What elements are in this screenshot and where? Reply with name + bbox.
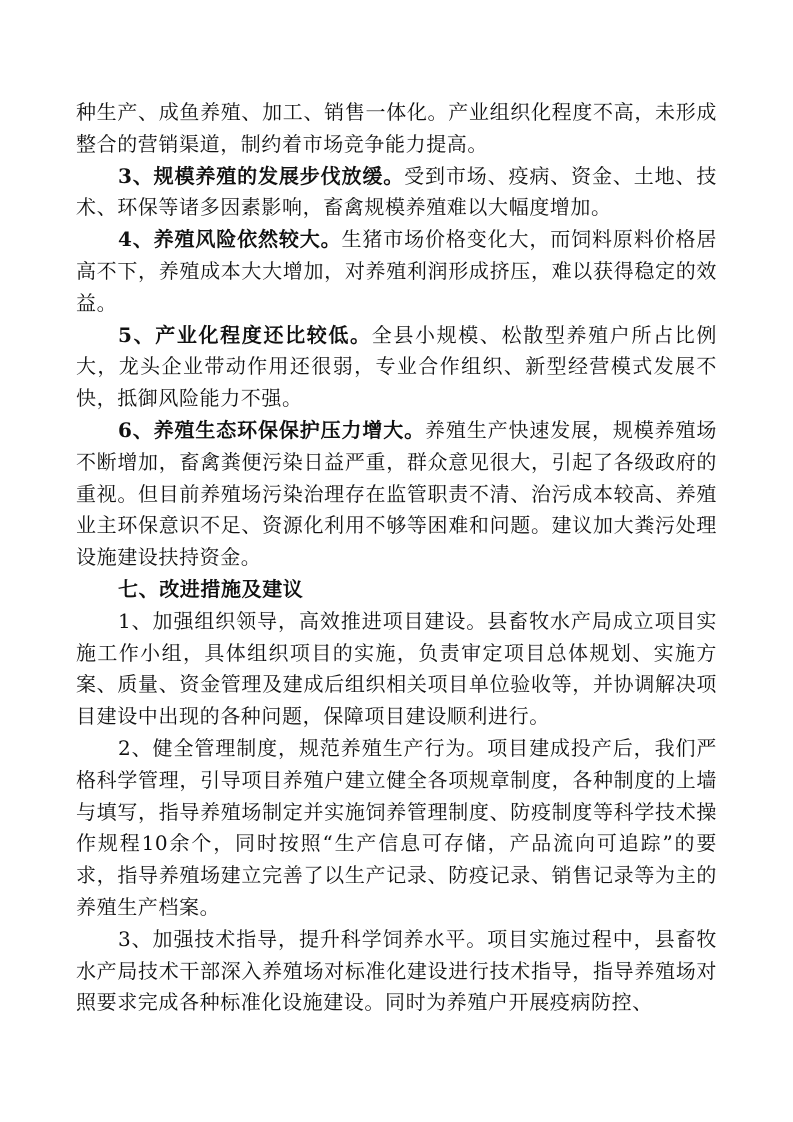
- paragraph-lead: 5、产业化程度还比较低。: [118, 322, 372, 347]
- paragraph-point-5: [76, 320, 717, 415]
- paragraph-text: 2、健全管理制度，规范养殖生产行为。项目建成投产后，我们严格科学管理，引导项目养殖户建立健全各项规章制度，各种制度的上墙与填写，指导养殖场制定并实施饲养管理制度、防疫制度等科学技术操作规程10余个，同时按照“生产信息可存储，产品流向可追踪”的要求，指导养殖场建立完善了以生产记录、防疫记录、销售记录等为主的养殖生产档案。: [76, 735, 717, 919]
- paragraph-text: 全县小规模、松散型养殖户所占比例大，龙头企业带动作用还很弱，专业合作组织、新型经营模式发展不快，抵御风险能力不强。: [76, 322, 717, 411]
- paragraph-text: 养殖生产快速发展，规模养殖场不断增加，畜禽粪便污染日益严重，群众意见很大，引起了各级政府的重视。但目前养殖场污染治理存在监管职责不清、治污成本较高、养殖业主环保意识不足、资源化利用不够等困难和问题。建议加大粪污处理设施建设扶持资金。: [76, 417, 717, 570]
- paragraph-lead: 4、养殖风险依然较大。: [118, 227, 342, 252]
- paragraph-lead: 3、规模养殖的发展步伐放缓。: [118, 163, 405, 188]
- paragraph-text: 种生产、成鱼养殖、加工、销售一体化。产业组织化程度不高，未形成整合的营销渠道，制约着市场竞争能力提高。: [76, 100, 717, 156]
- paragraph-point-4: [76, 224, 717, 319]
- section-heading: 七、改进措施及建议: [118, 576, 304, 601]
- paragraph-measure-1: [76, 606, 717, 733]
- document-body: [76, 97, 717, 1019]
- paragraph-text: 1、加强组织领导，高效推进项目建设。县畜牧水产局成立项目实施工作小组，具体组织项目的实施，负责审定项目总体规划、实施方案、质量、资金管理及建成后组织相关项目单位验收等，并协调解决项目建设中出现的各种问题，保障项目建设顺利进行。: [76, 608, 717, 729]
- paragraph-text: 3、加强技术指导，提升科学饲养水平。项目实施过程中，县畜牧水产局技术干部深入养殖场对标准化建设进行技术指导，指导养殖场对照要求完成各种标准化设施建设。同时为养殖户开展疫病防控、: [76, 926, 717, 1015]
- paragraph-measure-2: [76, 733, 717, 924]
- paragraph-measure-3: [76, 924, 717, 1019]
- paragraph-point-6: [76, 415, 717, 574]
- paragraph-point-3: [76, 161, 717, 225]
- paragraph-text: 生猪市场价格变化大，而饲料原料价格居高不下，养殖成本大大增加，对养殖利润形成挤压，难以获得稳定的效益。: [76, 227, 717, 315]
- paragraph-text: 受到市场、疫病、资金、土地、技术、环保等诸多因素影响，畜禽规模养殖难以大幅度增加。: [76, 163, 717, 220]
- paragraph-lead: 6、养殖生态环保保护压力增大。: [118, 417, 426, 442]
- paragraph-continuation: [76, 97, 717, 161]
